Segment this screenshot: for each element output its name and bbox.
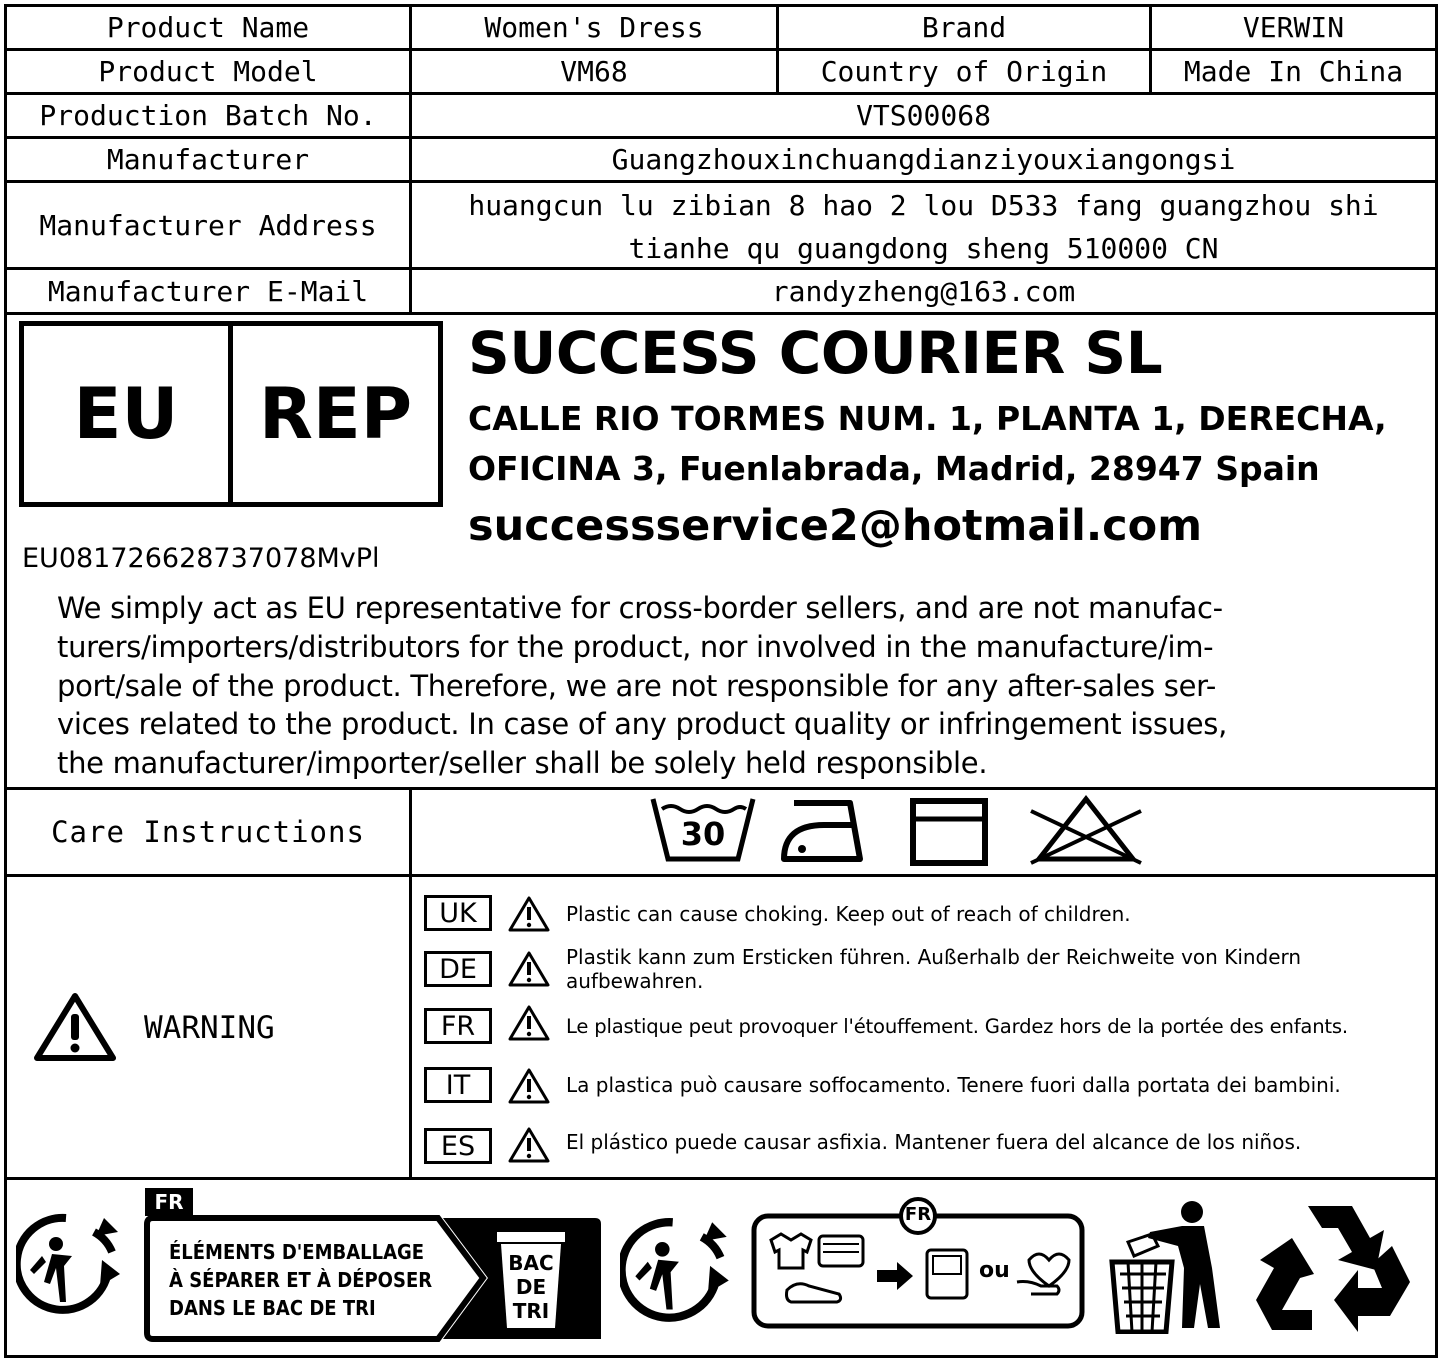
eu-rep-email: successservice2@hotmail.com (468, 501, 1203, 551)
eu-rep-address-line2: OFICINA 3, Fuenlabrada, Madrid, 28947 Spain (468, 449, 1320, 488)
bin-text: TRI (512, 1299, 550, 1323)
sorting-line: DANS LE BAC DE TRI (169, 1296, 376, 1320)
country-of-origin-label: Country of Origin (820, 55, 1108, 88)
border-bottom (4, 1355, 1438, 1358)
col-divider (409, 787, 412, 1180)
sorting-line: ÉLÉMENTS D'EMBALLAGE (169, 1240, 425, 1264)
textile-ou: ou (979, 1258, 1010, 1283)
manufacturer-address-label: Manufacturer Address (39, 208, 377, 242)
warning-small-icon (507, 950, 551, 988)
sorting-info-text (169, 1238, 432, 1322)
product-name-label: Product Name (106, 11, 310, 44)
wash-30-icon (650, 795, 756, 865)
product-name-value: Women's Dress (484, 11, 704, 44)
recycle-icon (1252, 1198, 1412, 1338)
warning-label: WARNING (144, 1010, 275, 1046)
tumble-dry-icon (909, 797, 989, 867)
manufacturer-email-label: Manufacturer E-Mail (47, 274, 369, 308)
sorting-bin-icon (491, 1224, 571, 1334)
lang-code-fr: FR (424, 1008, 492, 1044)
border-right (1435, 4, 1438, 1358)
disclaimer-line: port/sale of the product. Therefore, we are not responsible for any after-sales ser- (57, 668, 1217, 703)
iron-icon (780, 797, 866, 865)
do-not-bleach-icon (1025, 793, 1147, 867)
textile-fr-tag: FR (904, 1204, 932, 1225)
brand-label: Brand (921, 11, 1007, 44)
row-divider (4, 1177, 1438, 1180)
warning-small-icon (507, 1004, 551, 1042)
warning-text-es: El plástico puede causar asfixia. Mantener fuera del alcance de los niños. (566, 1130, 1302, 1154)
eu-text: EU (73, 373, 179, 455)
warning-small-icon (507, 1126, 551, 1164)
disclaimer-line: the manufacturer/importer/seller shall be solely held responsible. (57, 746, 988, 781)
sorting-info-box (143, 1190, 603, 1343)
wash-temperature: 30 (680, 815, 726, 853)
care-instructions-label: Care Instructions (51, 815, 365, 849)
sorting-line: À SÉPARER ET À DÉPOSER (169, 1268, 433, 1292)
product-model-value: VM68 (560, 55, 628, 88)
warning-small-icon (507, 1067, 551, 1105)
warning-text-it: La plastica può causare soffocamento. Tenere fuori dalla portata dei bambini. (566, 1073, 1341, 1097)
manufacturer-email-value: randyzheng@163.com (771, 274, 1076, 308)
triman-icon (16, 1210, 132, 1314)
triman-fr-tag: FR (145, 1188, 193, 1216)
lang-code-es: ES (424, 1128, 492, 1164)
triman-icon (620, 1214, 742, 1322)
product-model-label: Product Model (98, 55, 318, 88)
batch-value: VTS00068 (856, 99, 991, 132)
eu-registration-code: EU081726628737078MvPl (22, 543, 380, 574)
lang-code-uk: UK (424, 895, 492, 931)
country-of-origin-value: Made In China (1183, 55, 1404, 88)
disclaimer-line: vices related to the product. In case of any product quality or infringement issues, (57, 707, 1227, 742)
brand-value: VERWIN (1242, 11, 1345, 44)
manufacturer-address-line1: huangcun lu zibian 8 hao 2 lou D533 fang guangzhou shi (468, 188, 1379, 222)
warning-text-fr: Le plastique peut provoquer l'étouffement. Gardez hors de la portée des enfants. (566, 1015, 1348, 1038)
bin-text: DE (515, 1275, 547, 1299)
bin-text: BAC (508, 1251, 554, 1275)
lang-code-it: IT (424, 1067, 492, 1103)
manufacturer-value: Guangzhouxinchuangdianziyouxiangongsi (611, 143, 1236, 176)
manufacturer-address-line2: tianhe qu guangdong sheng 510000 CN (628, 231, 1219, 265)
warning-icon (32, 990, 118, 1064)
disclaimer-line: turers/importers/distributors for the product, nor involved in the manufacture/im- (57, 629, 1214, 664)
manufacturer-label: Manufacturer (106, 143, 310, 176)
batch-label: Production Batch No. (39, 99, 377, 132)
eu-rep-address-line1: CALLE RIO TORMES NUM. 1, PLANTA 1, DERECHA, (468, 399, 1387, 438)
textile-info-box (751, 1196, 1085, 1330)
disclaimer (57, 589, 1227, 783)
rep-text: REP (258, 373, 413, 455)
warning-small-icon (507, 895, 551, 933)
row-divider (4, 312, 1438, 315)
eu-rep-box (19, 321, 443, 507)
tidyman-icon (1108, 1198, 1228, 1334)
lang-code-de: DE (424, 951, 492, 987)
warning-text-de: Plastik kann zum Ersticken führen. Außerhalb der Reichweite von Kindern aufbewahren. (566, 945, 1302, 993)
row-divider (4, 874, 1438, 877)
warning-text-uk: Plastic can cause choking. Keep out of reach of children. (566, 902, 1131, 926)
disclaimer-line: We simply act as EU representative for cross-border sellers, and are not manufac- (57, 591, 1223, 625)
eu-rep-company: SUCCESS COURIER SL (468, 319, 1163, 387)
